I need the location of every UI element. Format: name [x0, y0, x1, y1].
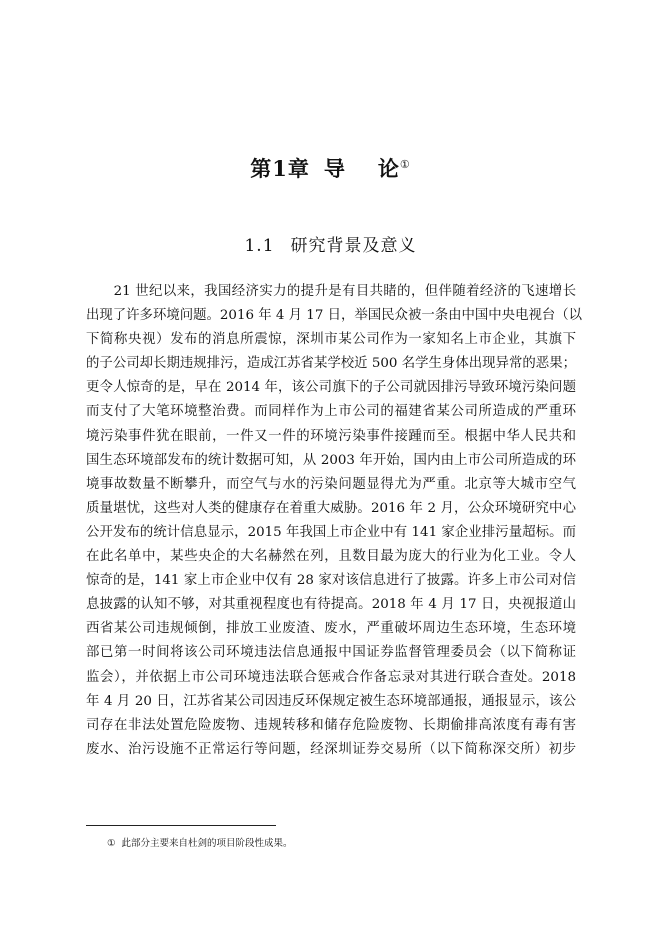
- body-line: 国生态环境部发布的统计数据可知，从 2003 年开始，国内由上市公司所造成的环: [86, 452, 576, 468]
- body-line: 境事故数量不断攀升，而空气与水的污染问题显得尤为严重。北京等大城市空气: [86, 476, 576, 492]
- body-line: 惊奇的是，141 家上市企业中仅有 28 家对该信息进行了披露。许多上市公司对信: [86, 573, 576, 589]
- section-title-text: 研究背景及意义: [290, 236, 417, 256]
- body-line: 司存在非法处置危险废物、违规转移和储存危险废物、长期偷排高浓度有毒有害: [86, 717, 576, 733]
- body-line: 出现了许多环境问题。2016 年 4 月 17 日，举国民众被一条由中国中央电视台（以: [86, 308, 583, 324]
- chapter-title-part2: 论: [377, 156, 400, 181]
- body-line: 在此名单中，某些央企的大名赫然在列，且数目最为庞大的行业为化工业。令人: [86, 549, 576, 565]
- footnote-separator: [86, 825, 276, 826]
- body-line: 下简称央视）发布的消息所震惊，深圳市某公司作为一家知名上市企业，其旗下: [86, 332, 576, 348]
- body-line: 部已第一时间将该公司环境违法信息通报中国证券监督管理委员会（以下简称证: [86, 645, 576, 661]
- footnote-text: 此部分主要来自杜剑的项目阶段性成果。: [121, 838, 293, 849]
- footnote-reference[interactable]: ①: [399, 158, 411, 171]
- body-line: 监会），并依据上市公司环境违法联合惩戒合作备忘录对其进行联合查处。2018: [86, 669, 576, 685]
- chapter-title-part1: 导: [323, 156, 346, 181]
- body-paragraph: [86, 280, 583, 762]
- section-number: 1.1: [244, 236, 275, 256]
- body-line: 年 4 月 20 日，江苏省某公司因违反环保规定被生态环境部通报，通报显示，该公: [86, 693, 576, 709]
- chapter-number: 第1章: [250, 156, 310, 181]
- body-line: 西省某公司违规倾倒，排放工业废渣、废水，严重破坏周边生态环境，生态环境: [86, 621, 576, 637]
- body-line: 废水、治污设施不正常运行等问题，经深圳证券交易所（以下简称深交所）初步: [86, 741, 576, 757]
- body-line: 而支付了大笔环境整治费。而同样作为上市公司的福建省某公司所造成的严重环: [86, 404, 576, 420]
- body-line: 的子公司却长期违规排污，造成江苏省某学校近 500 名学生身体出现异常的恶果；: [86, 356, 576, 372]
- body-line: 公开发布的统计信息显示，2015 年我国上市企业中有 141 家企业排污量超标。而: [86, 524, 576, 540]
- body-line: 质量堪忧，这些对人类的健康存在着重大威胁。2016 年 2 月，公众环境研究中心: [86, 500, 576, 516]
- footnote: [107, 835, 293, 849]
- body-line: 息披露的认知不够，对其重视程度也有待提高。2018 年 4 月 17 日，央视报道山: [86, 597, 576, 613]
- footnote-mark: ①: [107, 838, 116, 849]
- body-line: 境污染事件犹在眼前，一件又一件的环境污染事件接踵而至。根据中华人民共和: [86, 428, 576, 444]
- body-line: 21 世纪以来，我国经济实力的提升是有目共睹的，但伴随着经济的飞速增长: [86, 284, 576, 299]
- section-title: [0, 231, 661, 256]
- chapter-title: [0, 153, 661, 183]
- body-line: 更令人惊奇的是，早在 2014 年，该公司旗下的子公司就因排污导致环境污染问题: [86, 380, 576, 396]
